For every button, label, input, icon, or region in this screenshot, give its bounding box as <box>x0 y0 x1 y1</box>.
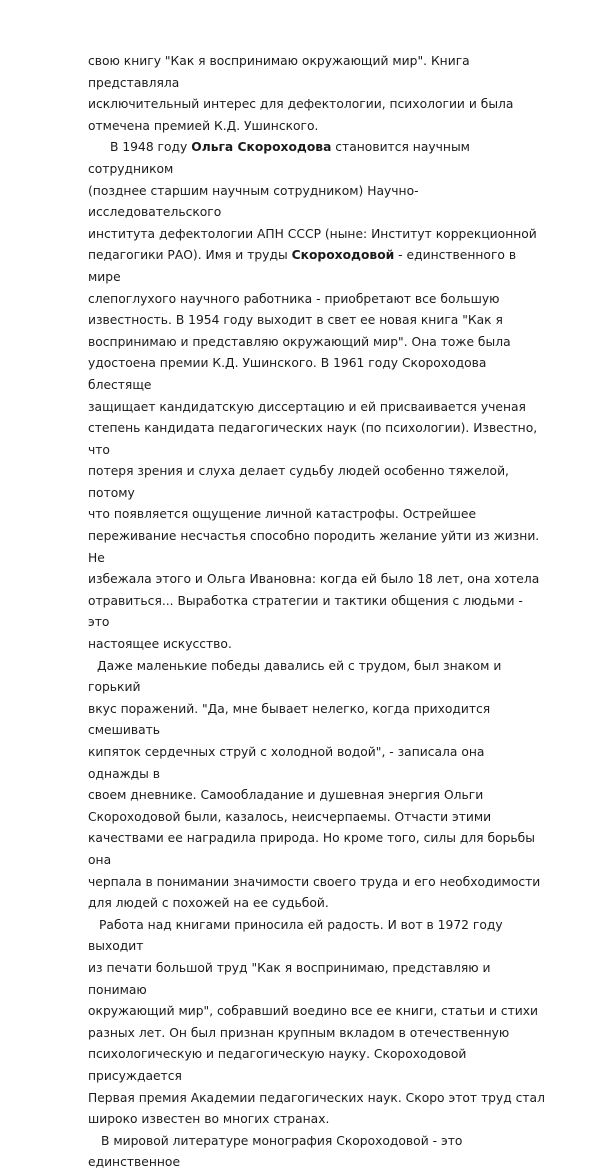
text-run: степень кандидата педагогических наук (по психологии). Известно, что <box>88 421 542 457</box>
text-run: В мировой литературе монография Скороходовой - это единственное <box>88 1133 467 1170</box>
text-line <box>88 289 548 311</box>
text-line <box>88 591 548 634</box>
text-run: воспринимаю и представляю окружающий мир". Она тоже была <box>88 334 511 349</box>
text-line <box>88 872 548 894</box>
text-line <box>88 1023 548 1045</box>
text-line <box>88 94 548 116</box>
text-line <box>88 1001 548 1023</box>
text-line <box>88 181 548 224</box>
text-run: Даже маленькие победы давались ей с трудом, был знаком и горький <box>88 658 506 695</box>
text-run: удостоена премии К.Д. Ушинского. В 1961 году Скороходова блестяще <box>88 356 491 392</box>
text-run: отмечена премией К.Д. Ушинского. <box>88 118 319 133</box>
text-run: для людей с похожей на ее судьбой. <box>88 896 329 911</box>
text-run: Первая премия Академии педагогических наук. Скоро этот труд стал <box>88 1090 545 1105</box>
text-run: отравиться... Выработка стратегии и тактики общения с людьми - это <box>88 593 527 630</box>
bold-text-run: Ольга Скороходова <box>191 140 332 155</box>
text-line <box>88 893 548 915</box>
text-line <box>88 958 548 1001</box>
text-line <box>88 742 548 785</box>
text-run: защищает кандидатскую диссертацию и ей присваивается ученая <box>88 399 526 414</box>
text-line <box>88 699 548 742</box>
text-run: становится научным сотрудником <box>88 140 474 176</box>
text-line <box>88 1044 548 1087</box>
text-run: Работа над книгами приносила ей радость. И вот в 1972 году выходит <box>88 917 507 954</box>
text-line <box>88 353 548 396</box>
text-run: из печати большой труд "Как я воспринимаю, представляю и понимаю <box>88 960 495 997</box>
text-run: психологическую и педагогическую науку. Скороходовой присуждается <box>88 1047 471 1083</box>
text-run: - единственного в мире <box>88 248 521 284</box>
text-run: педагогики РАО). Имя и труды <box>88 248 292 263</box>
text-run: широко известен во многих странах. <box>88 1112 330 1127</box>
text-line <box>88 116 548 138</box>
text-run: Скороходовой были, казалось, неисчерпаемы. Отчасти этими <box>88 809 492 824</box>
text-run: разных лет. Он был признан крупным вкладом в отечественную <box>88 1025 510 1040</box>
text-run: свою книгу "Как я воспринимаю окружающий мир". Книга представляла <box>88 54 474 90</box>
text-line <box>88 504 548 526</box>
text-run: вкус поражений. "Да, мне бывает нелегко, когда приходится смешивать <box>88 701 495 738</box>
text-line <box>88 1131 548 1174</box>
text-line <box>88 1088 548 1110</box>
text-line <box>88 915 548 958</box>
text-run: настоящее искусство. <box>88 637 232 652</box>
text-run: избежала этого и Ольга Ивановна: когда ей было 18 лет, она хотела <box>88 572 540 587</box>
text-line <box>88 526 548 569</box>
text-line <box>88 51 548 94</box>
body-text <box>88 51 548 1174</box>
text-line <box>88 397 548 419</box>
text-line <box>88 656 548 699</box>
text-run: окружающий мир", собравший воедино все ее книги, статьи и стихи <box>88 1004 539 1019</box>
text-line <box>88 224 548 246</box>
text-line <box>88 461 548 504</box>
text-line <box>88 418 548 461</box>
text-run: своем дневнике. Самообладание и душевная энергия Ольги <box>88 788 484 803</box>
text-line <box>88 785 548 807</box>
text-line <box>88 310 548 332</box>
text-run: исключительный интерес для дефектологии, психологии и была <box>88 97 514 112</box>
text-run: В 1948 году <box>110 140 192 155</box>
text-run: переживание несчастья способно породить желание уйти из жизни. Не <box>88 529 544 565</box>
text-run: качествами ее наградила природа. Но кроме того, силы для борьбы она <box>88 831 539 867</box>
text-line <box>88 245 548 288</box>
text-run: черпала в понимании значимости своего труда и его необходимости <box>88 874 541 889</box>
text-line <box>88 828 548 871</box>
text-run: института дефектологии АПН СССР (ныне: Институт коррекционной <box>88 226 537 241</box>
text-run: кипяток сердечных струй с холодной водой", - записала она однажды в <box>88 745 489 781</box>
text-run: что появляется ощущение личной катастрофы. Острейшее <box>88 507 477 522</box>
text-line <box>88 332 548 354</box>
text-line <box>88 137 548 180</box>
text-run: потеря зрения и слуха делает судьбу людей особенно тяжелой, потому <box>88 464 513 500</box>
text-line <box>88 807 548 829</box>
text-run: известность. В 1954 году выходит в свет ее новая книга "Как я <box>88 313 503 328</box>
text-line <box>88 1109 548 1131</box>
text-line <box>88 569 548 591</box>
text-run: (позднее старшим научным сотрудником) Научно-исследовательского <box>88 183 419 220</box>
bold-text-run: Скороходовой <box>291 248 395 263</box>
text-run: слепоглухого научного работника - приобретают все большую <box>88 291 500 306</box>
text-line <box>88 634 548 656</box>
